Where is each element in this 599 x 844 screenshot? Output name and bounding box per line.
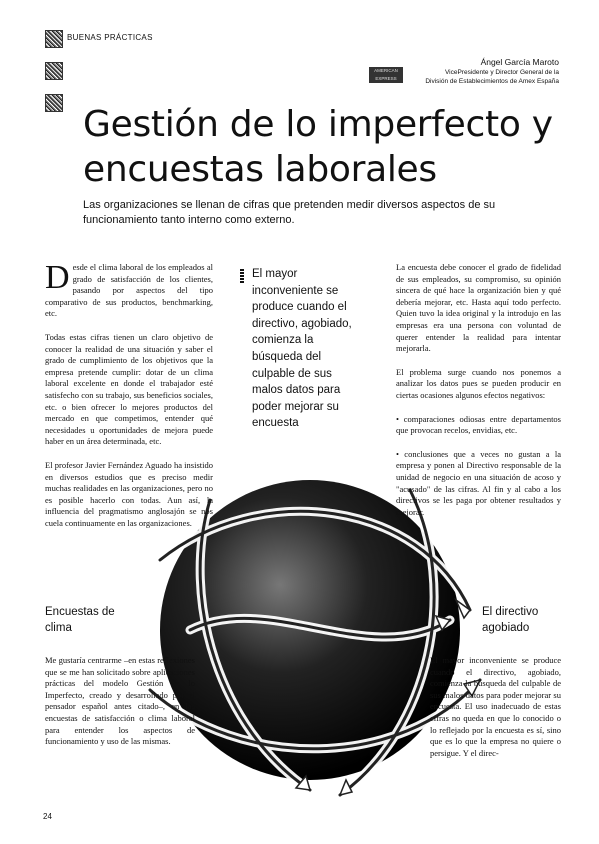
paragraph: Todas estas cifras tienen un claro objetivo de conocer la realidad de una situación y saber el grado de cumplimiento de los objetivos que la empresa pretende cumplir: dotar de un clima laboral excelente en donde el trabajador esté satisfecho con su trabajo, sus beneficios sociales, etc. o bien ofrecer lo mejores productos del mercado en que competimos, entender qué necesidades u oportunidades de mejora puede haber en un área determinada, etc. — [45, 331, 213, 447]
section-heading — [45, 604, 115, 636]
paragraph — [45, 259, 213, 320]
pull-quote — [240, 266, 380, 432]
page-number: 24 — [43, 812, 52, 821]
pull-quote-line: directivo, agobiado, — [252, 317, 352, 330]
heading-line: clima — [45, 622, 72, 634]
heading-line: Encuestas de — [45, 606, 115, 618]
article-title — [83, 102, 563, 192]
paragraph: Me gustaría centrarme –en estas reflexiones que se me han solicitado sobre aplicaciones prácticas del modelo Gestión de lo Imperfecto, creado y desarrollado por el pensador español antes citado–, en las encuestas de satisfacción o clima laboral para entender los aspectos de funcionamiento y uso de las mismas. — [45, 655, 195, 747]
article-subtitle: Las organizaciones se llenan de cifras que pretenden medir diversos aspectos de su funcionamiento tanto interno como externo. — [83, 199, 496, 226]
logo-text: AMERICAN EXPRESS — [374, 68, 398, 81]
pull-quote-line: produce cuando el — [252, 301, 347, 314]
column-left — [45, 259, 213, 529]
title-line: Gestión de lo imperfecto y — [83, 104, 553, 145]
title-line: encuestas laborales — [83, 149, 437, 190]
pull-quote-line: El mayor — [252, 268, 298, 280]
section-heading — [482, 604, 538, 636]
heading-line: El directivo — [482, 606, 539, 618]
pull-quote-line: encuesta — [252, 417, 299, 430]
author-name: Ángel García Maroto — [480, 57, 559, 67]
pull-quote-line: inconveniente se — [252, 284, 339, 297]
paragraph: El profesor Javier Fernández Aguado ha insistido en diversos estudios que es preciso medir muchas realidades en las organizaciones, pero no es posible hacerlo con todas. Aun así, la influencia del pragmatismo anglosajón se nos cuela continuamente en las organizaciones. — [45, 459, 213, 528]
bullet-item: • conclusiones que a veces no gustan a la empresa y ponen al Directivo responsable de la unidad de negocio en una situación de acoso y "acusado" de las cifras. Al fin y al cabo a los directivos se les paga por obtener resultados y mejorar. — [396, 448, 561, 517]
paragraph: El problema surge cuando nos ponemos a analizar los datos pues se pueden producir en ciertas ocasiones algunos efectos negativos: — [396, 366, 561, 400]
drop-cap: D — [45, 259, 70, 296]
paragraph-text: esde el clima laboral de los empleados al grado de satisfacción de los clientes, pasando por aspectos del tipo comparativo de sus productos, benchmarking, etc. — [45, 262, 213, 319]
author-division: División de Establecimientos de Amex España — [425, 78, 559, 85]
column-right — [396, 262, 561, 518]
heading-line: agobiado — [482, 622, 530, 634]
section-marker-square — [45, 62, 63, 80]
section-marker-square — [45, 30, 63, 48]
pull-quote-line: poder mejorar su — [252, 400, 339, 413]
column-left-lower — [45, 655, 195, 748]
author-role: VicePresidente y Director General de la — [444, 69, 559, 76]
pull-quote-line: búsqueda del — [252, 350, 322, 363]
section-marker-square — [45, 94, 63, 112]
bullet-item: • comparaciones odiosas entre departamentos que provocan recelos, envidias, etc. — [396, 413, 561, 436]
section-label: BUENAS PRÁCTICAS — [67, 33, 153, 42]
pull-quote-line: comienza la — [252, 334, 314, 347]
paragraph: El mayor inconveniente se produce cuando el directivo, agobiado, comienza la búsqueda del culpable de sus malos datos para poder mejorar su encuesta. El uso inadecuado de estas cifras no queda en que lo conocido o lo reflejado por la encuesta es sí, sino que es lo que la empresa no quiere o persigue. Y el direc- — [430, 655, 561, 758]
pull-quote-line: malos datos para — [252, 384, 341, 397]
column-right-lower — [430, 655, 561, 759]
pull-quote-bar — [240, 269, 244, 283]
paragraph: La encuesta debe conocer el grado de fidelidad de sus empleados, su compromiso, su opinión sincera de qué hace la organización bien y qué debería mejorar, etc. Hasta aquí todo perfecto. Quien tuvo la idea original y la introdujo en las empresas era una persona con voluntad de querer entender la realidad para intentar mejorarla. — [396, 262, 561, 354]
amex-logo — [369, 67, 403, 83]
pull-quote-line: culpable de sus — [252, 367, 332, 380]
author-block — [425, 56, 559, 86]
